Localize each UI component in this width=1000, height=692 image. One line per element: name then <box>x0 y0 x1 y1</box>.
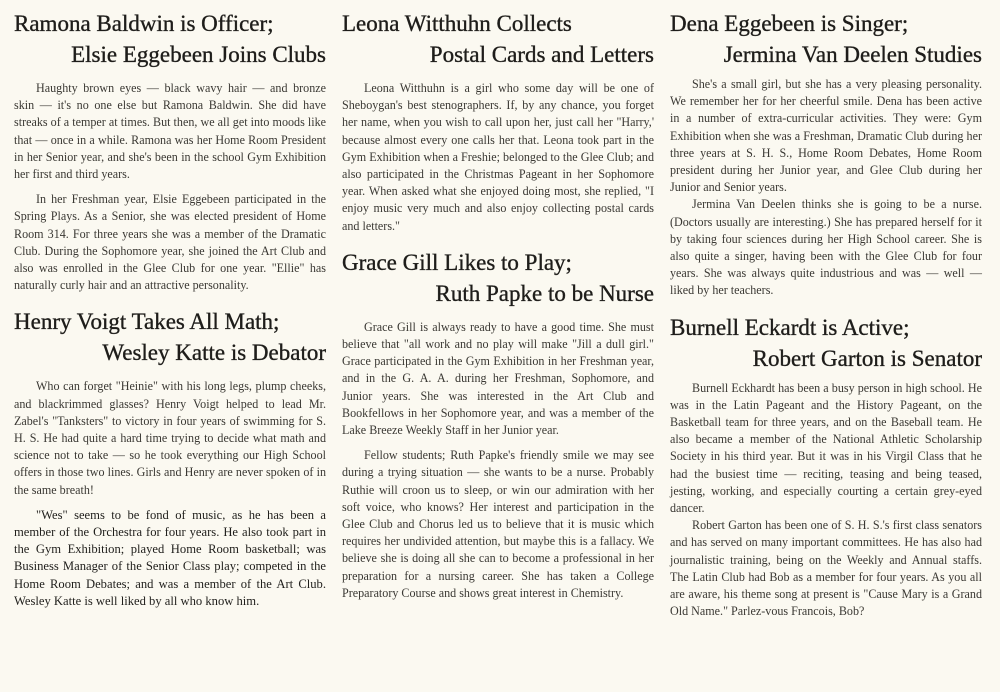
article-paragraph: Leona Witthuhn is a girl who some day will be one of Sheboygan's best stenographers. If, by any chance, you forget her name, when you wish to call upon her, just call her "Harry,' because almost every one calls her that. Leona took part in the Gym Exhibition when a Freshie; belonged to the Glee Club; and also participated in the Christmas Pageant in her Sophomore year. When asked what she enjoyed doing most, she replied, "I enjoy music very much and also enjoy collecting postal cards and letters." <box>342 81 654 233</box>
article-witthuhn <box>342 8 654 235</box>
headline-line-2: Wesley Katte is Debator <box>102 340 326 366</box>
article-paragraph: Fellow students; Ruth Papke's friendly smile we may see during a trying situation — she wants to be a nurse. Probably Ruthie will croon us to sleep, or win our admiration with her soft voice, who knows? Her interest and participation in the Glee Club and Chorus led us to believe that it is music which requires her undivided attention, but maybe this is a fallacy. We believe she is doing all she can to become a professional in her preparation for a nursing career. She has taken a College Preparatory Course and shows great interest in Chemistry. <box>342 448 654 600</box>
headline-line-2: Robert Garton is Senator <box>752 345 982 371</box>
column-left <box>14 8 326 610</box>
article-eckardt-garton <box>670 312 982 621</box>
article-headline <box>342 8 654 70</box>
headline-line-1: Leona Witthuhn Collects <box>342 11 572 36</box>
headline-line-1: Henry Voigt Takes All Math; <box>14 309 280 335</box>
headline-line-2: Jermina Van Deelen Studies <box>723 42 982 67</box>
headline-line-1: Dena Eggebeen is Singer; <box>670 11 909 36</box>
article-paragraph: Grace Gill is always ready to have a good time. She must believe that "all work and no play will make "Jill a dull girl." Grace participated in the Gym Exhibition in her Freshman year, and in the G. A. A. during her Freshman, Sophomore, and Junior years. She was interested in the Art Club and Bookfellows in her Sophomore year, and was a member of the Lake Breeze Weekly Staff in her Junior year. <box>342 319 654 438</box>
headline-line-1: Burnell Eckardt is Active; <box>670 314 910 340</box>
article-headline <box>14 8 326 70</box>
column-middle <box>342 8 654 602</box>
article-paragraph: She's a small girl, but she has a very pleasing personality. We remember her for her cheerful smile. Dena has been active in a number of extra-curricular activities. They were: Gym Exhibition when she was a Freshman, Dramatic Club during her three years at S. H. S., Home Room Debates, Home Room president during her Junior year, and Glee Club during her Junior and Senior years. <box>670 77 982 195</box>
article-eggebeen-vandeelen <box>670 8 982 300</box>
article-headline <box>342 247 654 309</box>
article-gill-papke <box>342 247 654 602</box>
article-voigt-katte <box>14 306 326 610</box>
article-headline <box>670 8 982 70</box>
headline-line-1: Grace Gill Likes to Play; <box>342 249 572 275</box>
article-paragraph: Haughty brown eyes — black wavy hair — and bronze skin — it's no one else but Ramona Baldwin. She did have streaks of a temper at times. But then, we all get into moods like that — once in a while. Ramona was her Home Room President in her Senior year, and she's been in the school Gym Exhibition her first and third years. <box>14 81 326 182</box>
article-baldwin-eggebeen <box>14 8 326 294</box>
headline-line-2: Elsie Eggebeen Joins Clubs <box>71 42 326 67</box>
article-paragraph: Jermina Van Deelen thinks she is going to be a nurse. (Doctors usually are interesting.) She has prepared herself for it by taking four sciences during her High School career. She is also quite a singer, having been with the Glee Club for four years. She was always quite industrious and was — well — liked by her teachers. <box>670 197 982 298</box>
article-headline <box>670 312 982 374</box>
column-right <box>670 8 982 620</box>
headline-line-1: Ramona Baldwin is Officer; <box>14 11 274 36</box>
headline-line-2: Postal Cards and Letters <box>429 42 654 67</box>
article-paragraph: Robert Garton has been one of S. H. S.'s first class senators and has served on many important committees. He has also had journalistic training, being on the Weekly and Annual staffs. The Latin Club had Bob as a member for four years. As you all are aware, his theme song at present is "Cause Mary is a Grand Old Name." Parlez-vous Francois, Bob? <box>670 518 982 619</box>
article-headline <box>14 306 326 368</box>
article-paragraph: In her Freshman year, Elsie Eggebeen participated in the Spring Plays. As a Senior, she was elected president of Home Room 314. For three years she was a member of the Dramatic Club. During the Sophomore year, she joined the Art Club and also was enrolled in the Glee Club for one year. "Ellie" has naturally curly hair and an attractive personality. <box>14 192 326 293</box>
article-paragraph: Who can forget "Heinie" with his long legs, plump cheeks, and blackrimmed glasses? Henry Voigt helped to lead Mr. Zabel's "Tanksters" to victory in four years of swimming for S. H. S. He had quite a hard time trying to decide what math and science not to take — so he took everything our High School offers in those two lines. Girls and Henry are never spoken of in the same breath! <box>14 379 326 497</box>
article-paragraph: "Wes" seems to be fond of music, as he has been a member of the Orchestra for four years. He also took part in the Gym Exhibition; played Home Room basketball; was Business Manager of the Senior Class play; competed in the Home Room Debates; and was a member of the Art Club. Wesley Katte is well liked by all who know him. <box>14 507 326 608</box>
headline-line-2: Ruth Papke to be Nurse <box>435 280 654 306</box>
article-paragraph: Burnell Eckhardt has been a busy person in high school. He was in the Latin Pageant and the History Pageant, on the Basketball team for three years, and on the Baseball team. He also became a member of the National Athletic Scholarship Society in his third year. But it was in his Virgil Class that he had the busiest time — reciting, teasing and being teased, jesting, working, and especially courting a certain grey-eyed dancer. <box>670 380 982 516</box>
